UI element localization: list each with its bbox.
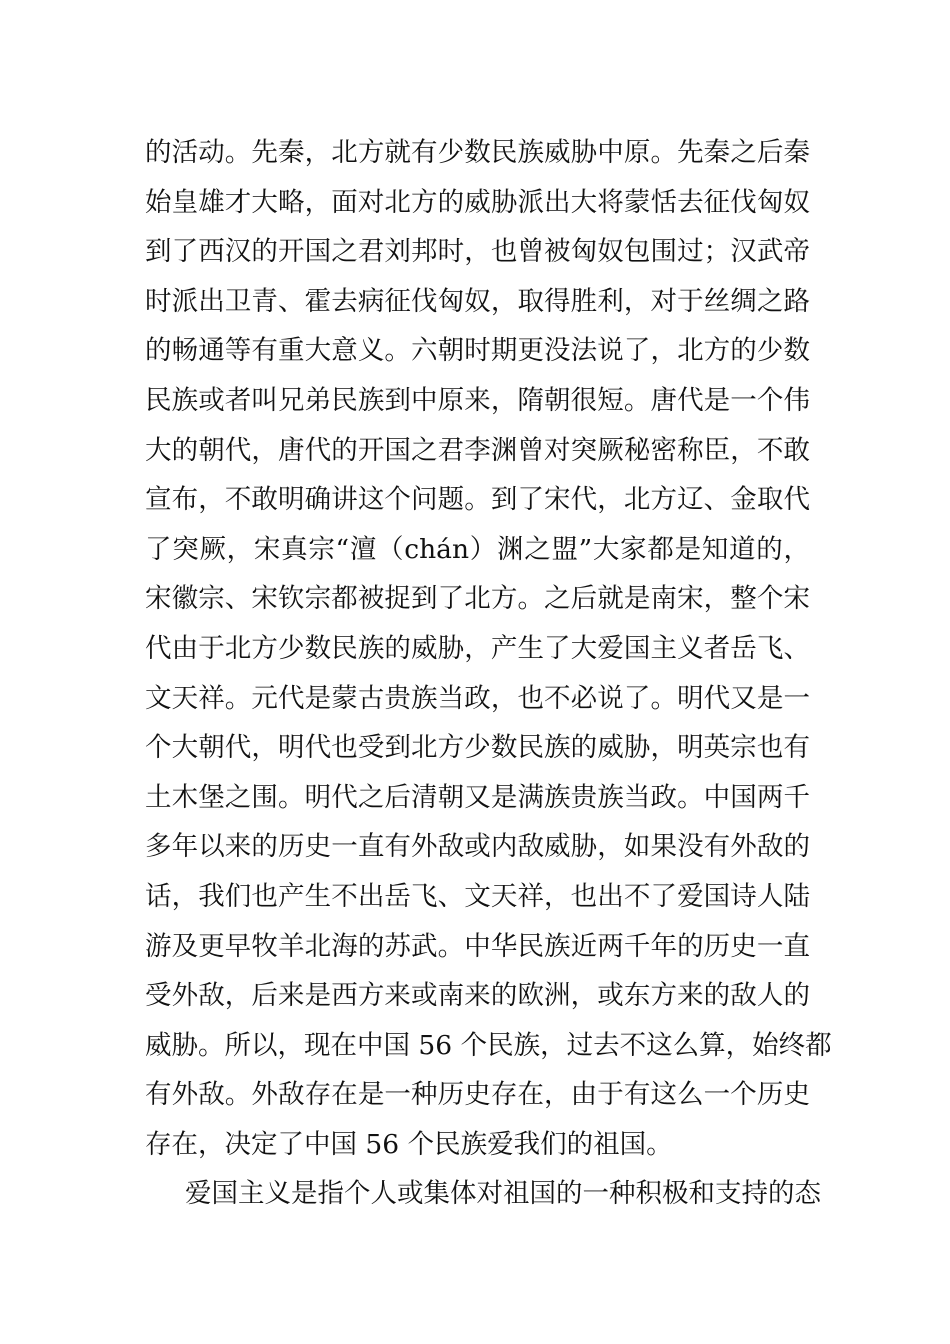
text-line: 了突厥，宋真宗“澶（chán）渊之盟”大家都是知道的， <box>145 533 810 565</box>
paragraph-1 <box>145 128 832 1169</box>
body-text <box>145 128 832 1219</box>
text-line: 有外敌。外敌存在是一种历史存在，由于有这么一个历史 <box>145 1079 810 1111</box>
text-line: 文天祥。元代是蒙古贵族当政，也不必说了。明代又是一 <box>145 682 810 714</box>
text-line: 话，我们也产生不出岳飞、文天祥，也出不了爱国诗人陆 <box>145 880 810 912</box>
text-line: 代由于北方少数民族的威胁，产生了大爱国主义者岳飞、 <box>145 632 810 664</box>
text-line: 爱国主义是指个人或集体对祖国的一种积极和支持的态 <box>185 1178 821 1210</box>
paragraph-2 <box>145 1169 821 1219</box>
text-line: 多年以来的历史一直有外敌或内敌威胁，如果没有外敌的 <box>145 831 810 863</box>
text-line: 民族或者叫兄弟民族到中原来，隋朝很短。唐代是一个伟 <box>145 384 810 416</box>
text-line: 的活动。先秦，北方就有少数民族威胁中原。先秦之后秦 <box>145 137 810 168</box>
text-line: 到了西汉的开国之君刘邦时，也曾被匈奴包围过；汉武帝 <box>145 236 810 268</box>
text-line: 受外敌，后来是西方来或南来的欧洲，或东方来的敌人的 <box>145 980 810 1012</box>
text-line: 宋徽宗、宋钦宗都被捉到了北方。之后就是南宋，整个宋 <box>145 583 810 615</box>
text-line: 存在，决定了中国 56 个民族爱我们的祖国。 <box>145 1128 673 1160</box>
text-line: 游及更早牧羊北海的苏武。中华民族近两千年的历史一直 <box>145 930 810 962</box>
text-line: 土木堡之围。明代之后清朝又是满族贵族当政。中国两千 <box>145 781 810 813</box>
text-line: 宣布，不敢明确讲这个问题。到了宋代，北方辽、金取代 <box>145 484 810 516</box>
text-line: 始皇雄才大略，面对北方的威胁派出大将蒙恬去征伐匈奴 <box>145 186 810 218</box>
text-line: 时派出卫青、霍去病征伐匈奴，取得胜利，对于丝绸之路 <box>145 285 810 317</box>
text-line: 大的朝代，唐代的开国之君李渊曾对突厥秘密称臣，不敢 <box>145 434 810 466</box>
text-line: 的畅通等有重大意义。六朝时期更没法说了，北方的少数 <box>145 335 810 367</box>
text-line: 威胁。所以，现在中国 56 个民族，过去不这么算，始终都 <box>145 1029 832 1061</box>
text-line: 个大朝代，明代也受到北方少数民族的威胁，明英宗也有 <box>145 732 810 764</box>
